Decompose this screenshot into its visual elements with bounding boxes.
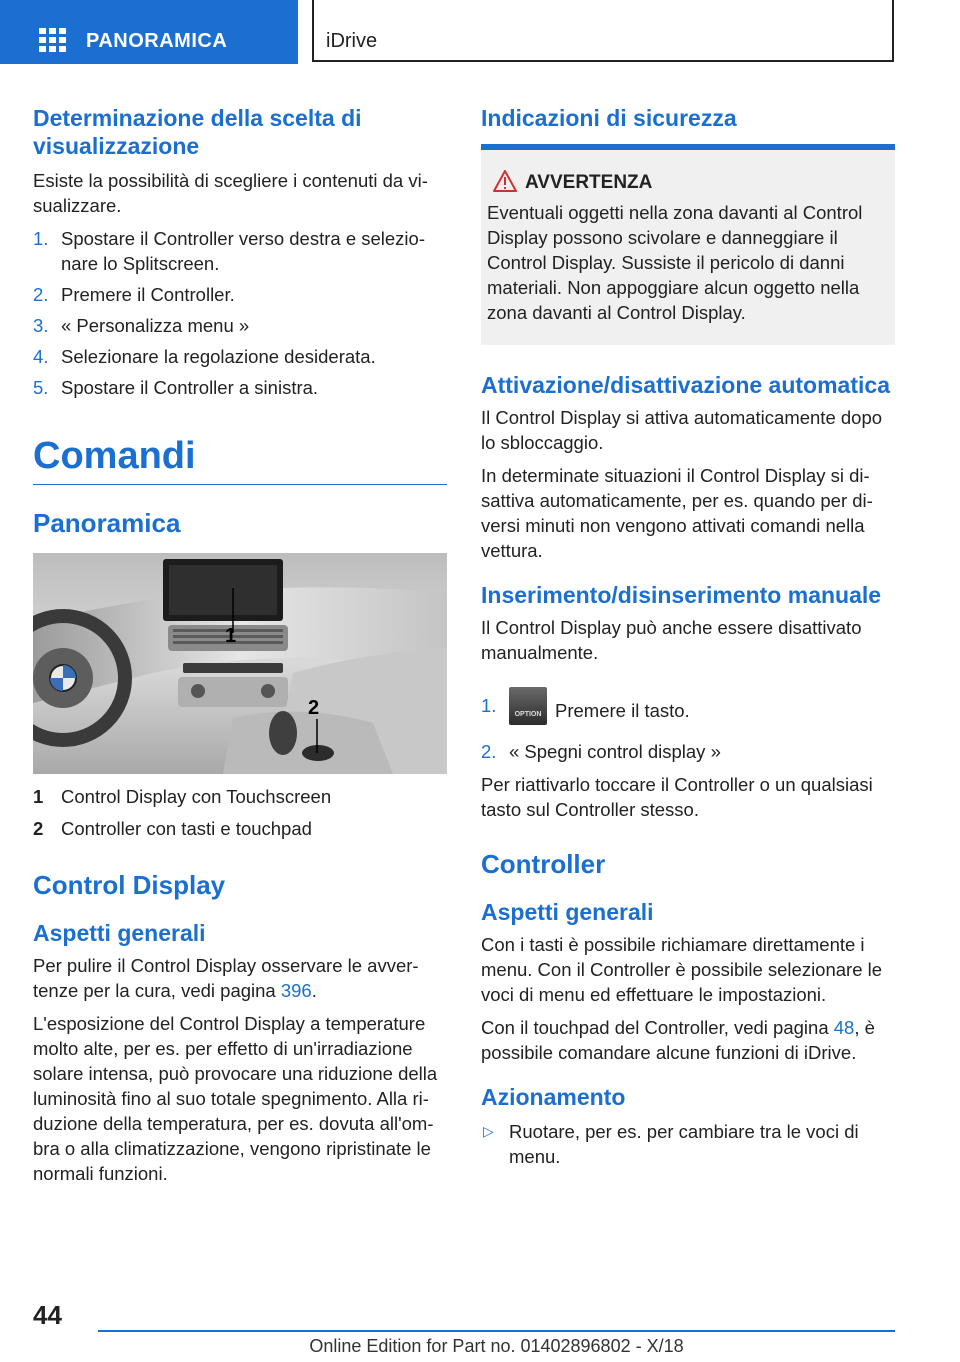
warning-title: AVVERTENZA bbox=[525, 172, 653, 193]
dashboard-illustration bbox=[33, 553, 447, 774]
paragraph-text: . bbox=[311, 980, 317, 1001]
right-column bbox=[481, 100, 895, 1169]
option-button-icon bbox=[509, 687, 547, 725]
step-number: 1. bbox=[33, 228, 49, 249]
step-text: « Spegni control display » bbox=[509, 741, 721, 762]
page-link-396[interactable]: 396 bbox=[280, 980, 312, 1001]
paragraph-pulire bbox=[33, 953, 447, 1003]
list-item bbox=[481, 1119, 895, 1169]
heading-sicurezza: Indicazioni di sicurezza bbox=[481, 105, 737, 131]
paragraph-text: Con il touchpad del Controller, vedi pagina bbox=[481, 1017, 834, 1038]
warning-icon bbox=[493, 170, 517, 192]
heading-aspetti-generali-controller: Aspetti generali bbox=[481, 899, 654, 925]
legend-text: Control Display con Touchscreen bbox=[61, 786, 332, 807]
paragraph-esposizione: L'esposizione del Control Display a temperature molto alte, per es. per effetto di un'irradiazione solare intensa, può provocare una riduzione della luminosità fino al suo totale spegnimento. Alla ri-duzione della temperatura, per es. dovuta all'om-bra o alla climatizzazione, vengono ripristinate le normali funzioni. bbox=[33, 1013, 438, 1184]
warning-box bbox=[481, 150, 895, 345]
step-text: Spostare il Controller a sinistra. bbox=[61, 377, 319, 398]
section-rule bbox=[33, 484, 447, 485]
heading-panoramica: Panoramica bbox=[33, 508, 181, 538]
paragraph-determinazione: Esiste la possibilità di scegliere i contenuti da vi-sualizzare. bbox=[33, 170, 428, 216]
item-text: Ruotare, per es. per cambiare tra le voci di menu. bbox=[509, 1121, 859, 1167]
step-number: 3. bbox=[33, 315, 49, 336]
option-button-label: OPTION bbox=[514, 711, 542, 718]
step-text: Premere il Controller. bbox=[61, 284, 235, 305]
heading-attivazione: Attivazione/disattivazione automatica bbox=[481, 372, 890, 398]
warning-title-row bbox=[487, 170, 889, 196]
step-text: « Personalizza menu » bbox=[61, 315, 250, 336]
legend-row bbox=[33, 784, 447, 809]
left-column bbox=[33, 100, 447, 1186]
paragraph-tasti: Con i tasti è possibile richiamare direttamente i menu. Con il Controller è possibile selezionare le voci di menu ed effettuare le impostazioni. bbox=[481, 934, 883, 1005]
footer-rule bbox=[98, 1330, 895, 1332]
grid-icon bbox=[39, 28, 67, 52]
chapter-tab[interactable] bbox=[312, 0, 894, 62]
step-number: 5. bbox=[33, 377, 49, 398]
page-link-48[interactable]: 48 bbox=[833, 1017, 855, 1038]
steps-list bbox=[33, 226, 447, 400]
heading-determinazione: Determinazione della scelta di visualizzazione bbox=[33, 105, 362, 159]
heading-controller: Controller bbox=[481, 849, 606, 879]
legend-number: 2 bbox=[33, 818, 44, 839]
list-item bbox=[481, 683, 895, 731]
legend-number: 1 bbox=[33, 786, 44, 807]
paragraph-riattivarlo: Per riattivarlo toccare il Controller o un qualsiasi tasto sul Controller stesso. bbox=[481, 774, 873, 820]
paragraph-text: Per pulire il Control Display osservare le avver-tenze per la cura, vedi pagina bbox=[33, 955, 419, 1001]
list-item bbox=[33, 344, 447, 369]
heading-aspetti-generali: Aspetti generali bbox=[33, 920, 206, 946]
paragraph-touchpad bbox=[481, 1015, 895, 1065]
dashboard-photo bbox=[33, 553, 447, 774]
section-label: PANORAMICA bbox=[86, 30, 228, 52]
heading-azionamento: Azionamento bbox=[481, 1084, 626, 1110]
legend-text: Controller con tasti e touchpad bbox=[61, 818, 312, 839]
step-number: 4. bbox=[33, 346, 49, 367]
page-number: 44 bbox=[33, 1300, 62, 1330]
step-number: 1. bbox=[481, 695, 497, 716]
warning-text: Eventuali oggetti nella zona davanti al Control Display possono scivolare e danneggiare il Control Display. Sussiste il pericolo di danni materiali. Non appoggiare alcun oggetto nella zona davanti al Control Display. bbox=[487, 202, 863, 323]
triangle-bullet-icon: ▷ bbox=[483, 1123, 494, 1139]
chapter-label: iDrive bbox=[326, 30, 378, 52]
footer-edition: Online Edition for Part no. 01402896802 - X/18 bbox=[309, 1336, 684, 1356]
step-text: Spostare il Controller verso destra e selezio-nare lo Splitscreen. bbox=[61, 228, 425, 274]
photo-callout-1: 1 bbox=[225, 625, 237, 647]
section-tab[interactable] bbox=[0, 0, 298, 64]
list-item bbox=[481, 739, 895, 764]
heading-inserimento: Inserimento/disinserimento manuale bbox=[481, 582, 882, 608]
manual-steps-list bbox=[481, 683, 895, 764]
step-text: Premere il tasto. bbox=[555, 699, 690, 721]
paragraph-inserimento: Il Control Display può anche essere disattivato manualmente. bbox=[481, 617, 862, 663]
photo-callout-2: 2 bbox=[308, 697, 320, 719]
step-number: 2. bbox=[33, 284, 49, 305]
paragraph-text: , è possibile comandare alcune funzioni di iDrive. bbox=[481, 1017, 875, 1063]
step-number: 2. bbox=[481, 741, 497, 762]
heading-comandi: Comandi bbox=[33, 435, 196, 477]
paragraph-attivazione-2: In determinate situazioni il Control Display si di-sattiva automaticamente, per es. quando per di-versi minuti non vengono attivati comandi nella vettura. bbox=[481, 465, 873, 561]
list-item bbox=[33, 226, 447, 276]
step-text: Selezionare la regolazione desiderata. bbox=[61, 346, 376, 367]
list-item bbox=[33, 282, 447, 307]
photo-legend bbox=[33, 784, 447, 841]
list-item bbox=[33, 375, 447, 400]
heading-control-display: Control Display bbox=[33, 870, 226, 900]
list-item bbox=[33, 313, 447, 338]
paragraph-attivazione-1: Il Control Display si attiva automaticamente dopo lo sbloccaggio. bbox=[481, 407, 883, 453]
legend-row bbox=[33, 816, 447, 841]
